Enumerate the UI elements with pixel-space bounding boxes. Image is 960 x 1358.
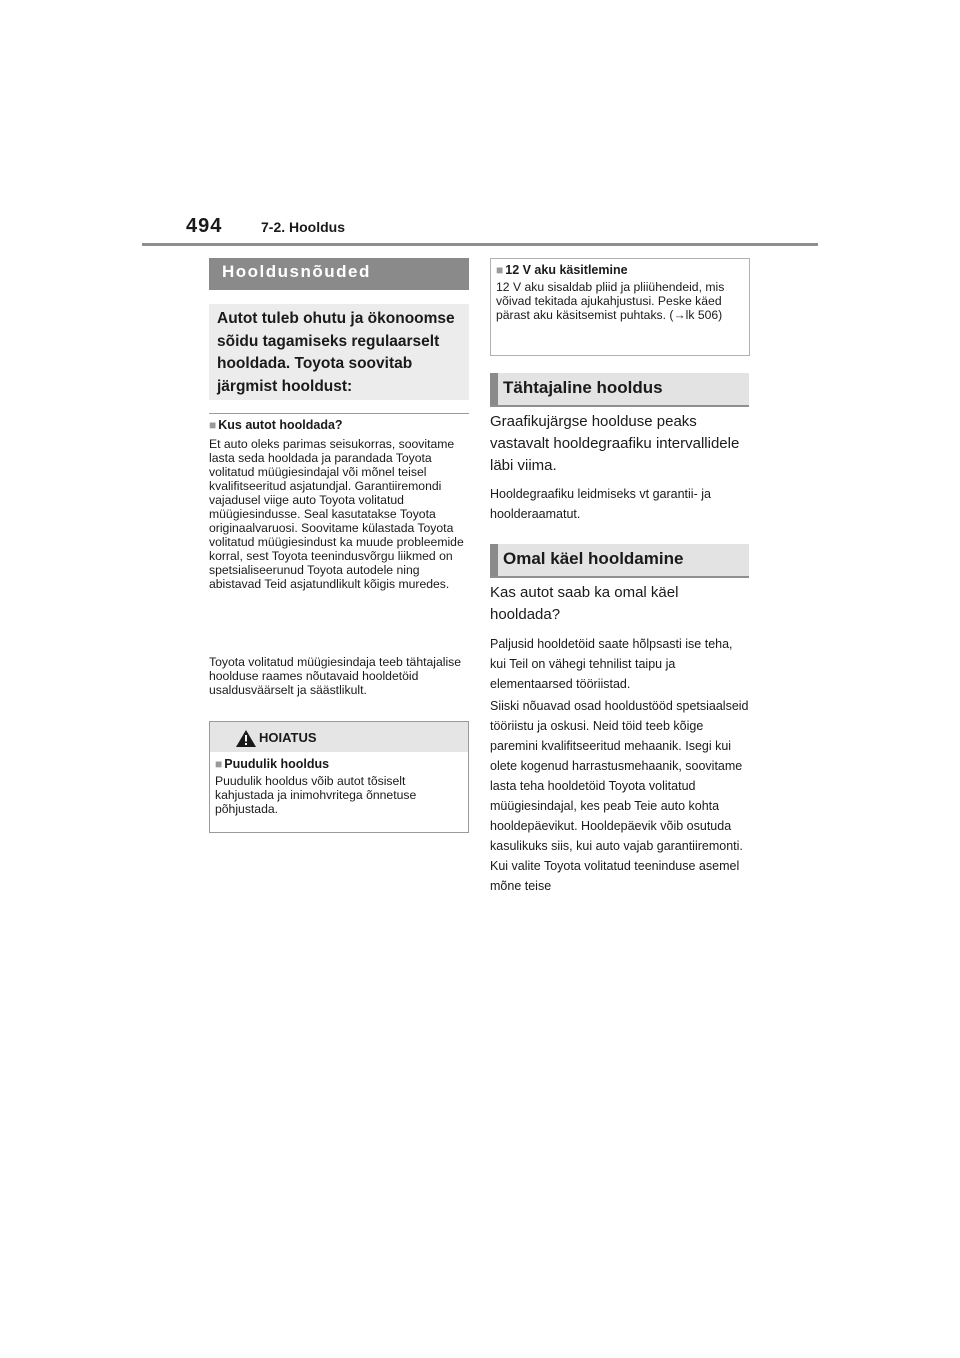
diy-lead-text: Kas autot saab ka omal käel hooldada?	[490, 584, 679, 623]
where-to-service-title: ■ Kus autot hooldada?	[209, 418, 469, 432]
section-banner-hooldusnouded	[209, 258, 469, 290]
section-banner-label: Tähtajaline hooldus	[503, 378, 663, 397]
battery-note-title: ■ 12 V aku käsitlemine	[496, 263, 746, 277]
page-number: 494	[186, 215, 223, 237]
section-banner-label: Omal käel hooldamine	[503, 549, 684, 568]
section-title: 7-2. Hooldus	[261, 219, 346, 235]
section-banner-label: Hooldusnõuded	[222, 262, 371, 281]
diy-para-2: Siiski nõuavad osad hooldustööd spetsiaalseid tööriistu ja oskusi. Neid töid teeb kõige paremini kvalifitseeritud mehaanik. Isegi kui olete kogenud harrastusmehaanik, soovitame lasta teha hooldetöid Toyota volitatud müügiesindajal, kes peab Teie auto kohta hooldepäevikut. Hooldepäevik võib osutuda kasulikuks siis, kui auto vajab garantiiremonti. Kui valite Toyota volitatud teeninduse asemel mõne teise	[490, 699, 749, 893]
warning-header	[210, 722, 468, 752]
banner-accent-bar	[490, 544, 498, 576]
where-to-service-body: Et auto oleks parimas seisukorras, soovitame lasta seda hooldada ja parandada Toyota volitatud müügiesindajal või mõnel teisel kvalifitseeritud asjatundjal. Garantiiremondi vajadusel viige auto Toyota volitatud müügiesindusse. Seal kasutatakse Toyota originaalvaruosi. Soovitame külastada Toyota volitatud müügiesindust ka muude probleemide korral, sest Toyota teenindusvõrgu liikmed on spetsialiseerunud Toyota autodele ning abistavad Teid asjatundlikult kõigis muredes.	[209, 437, 464, 591]
dealer-note-block	[209, 655, 469, 697]
battery-note-box	[490, 258, 750, 356]
where-to-service-block	[209, 418, 469, 591]
battery-note-body: 12 V aku sisaldab pliid ja pliiühendeid, mis võivad tekitada ajukahjustusi. Peske käed pärast aku käsitsemist puhtaks. (→lk 506)	[496, 280, 725, 322]
warning-triangle-icon	[236, 730, 256, 747]
diy-para-1: Paljusid hooldetöid saate hõlpsasti ise teha, kui Teil on vähegi tehnilist taipu ja elementaarsed tööriistad.	[490, 637, 733, 691]
warning-body: Puudulik hooldus võib autot tõsiselt kahjustada ja inimohvritega õnnetuse põhjustada.	[215, 774, 417, 816]
warning-subtitle: ■ Puudulik hooldus	[215, 757, 465, 771]
dealer-note-body: Toyota volitatud müügiesindaja teeb tähtajalise hoolduse raames nõutavaid hooldetöid usaldusväärselt ja säästlikult.	[209, 655, 462, 697]
warning-box	[209, 721, 469, 833]
warning-content	[215, 757, 465, 816]
section-banner-omal-kael	[490, 544, 749, 578]
page-header	[0, 0, 960, 250]
intro-text: Autot tuleb ohutu ja ökonoomse sõidu tagamiseks regulaarselt hooldada. Toyota soovitab järgmist hooldust:	[217, 310, 455, 395]
banner-accent-bar	[490, 373, 498, 405]
divider	[209, 413, 469, 414]
battery-note-content	[496, 263, 746, 322]
scheduled-lead-text: Graafikujärgse hoolduse peaks vastavalt hooldegraafiku intervallidele läbi viima.	[490, 413, 740, 474]
warning-title: HOIATUS	[259, 730, 317, 745]
scheduled-para: Hooldegraafiku leidmiseks vt garantii- ja hoolderaamatut.	[490, 487, 711, 521]
header-divider	[142, 243, 818, 246]
intro-box	[209, 304, 469, 400]
section-banner-tahtajaline	[490, 373, 749, 407]
